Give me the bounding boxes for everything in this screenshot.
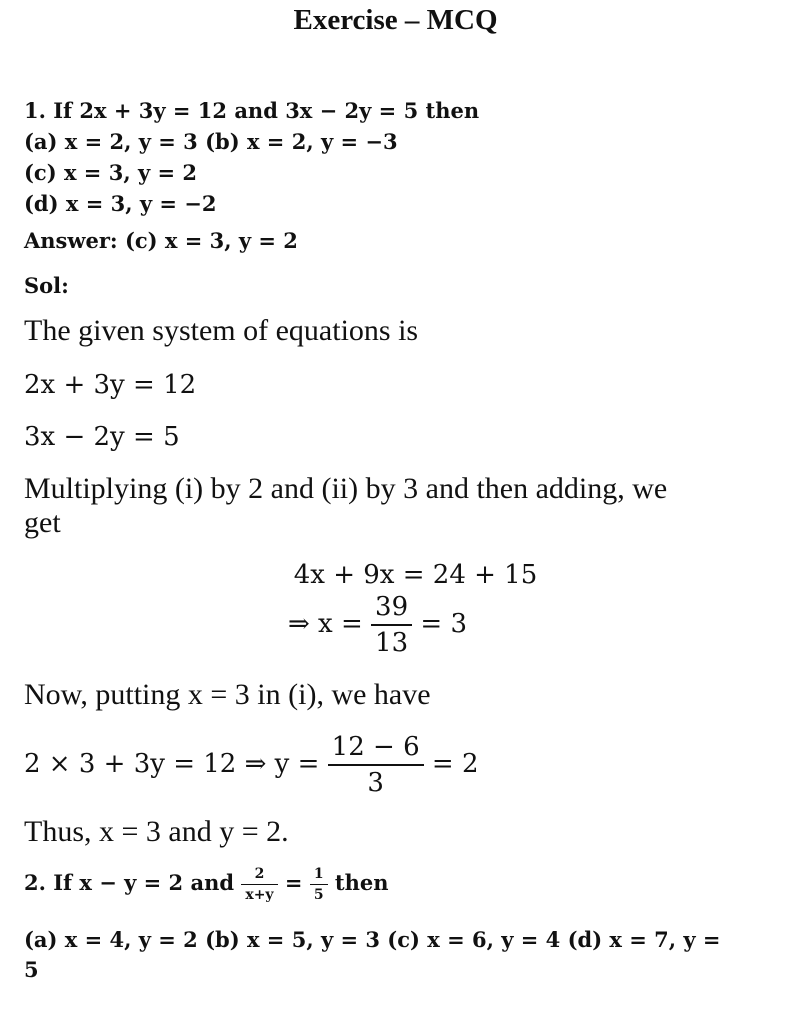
question-2-fraction-left [241,866,277,903]
question-1-option-d: (d) x = 3, y = −2 [24,191,217,216]
question-2-options-line-1: (a) x = 4, y = 2 (b) x = 5, y = 3 (c) x = 6, y = 4 (d) x = 7, y = [24,927,721,952]
question-2-equals: = [284,870,303,895]
equation-i: 2x + 3y = 12 [24,370,197,400]
solution-label: Sol: [24,273,69,298]
question-2-fraction-right-denominator: 5 [310,884,328,903]
x-fraction [371,592,412,658]
y-solution-prefix: 2 × 3 + 3y = 12 ⇒ y = [24,749,320,779]
page-title: Exercise – MCQ [293,4,498,36]
equation-ii: 3x − 2y = 5 [24,422,180,452]
question-1-options-a-b: (a) x = 2, y = 3 (b) x = 2, y = −3 [24,129,398,154]
y-solution-suffix: = 2 [431,749,479,779]
y-fraction [328,732,424,798]
question-2-suffix: then [334,870,389,895]
y-fraction-denominator: 3 [328,764,424,798]
question-1-option-c: (c) x = 3, y = 2 [24,160,197,185]
x-fraction-denominator: 13 [371,624,412,658]
question-2-fraction-right-numerator: 1 [313,866,324,882]
question-1-answer: Answer: (c) x = 3, y = 2 [24,228,298,253]
question-2-text [24,866,388,903]
question-1-text: 1. If 2x + 3y = 12 and 3x − 2y = 5 then [24,98,480,123]
solution-intro: The given system of equations is [24,314,419,347]
step-text-line-1: Multiplying (i) by 2 and (ii) by 3 and then adding, we [24,472,668,505]
x-solution [288,592,467,658]
x-solution-suffix: = 3 [420,609,467,639]
step-text-line-2: get [24,506,61,539]
question-2-fraction-right [310,866,328,903]
sum-equation: 4x + 9x = 24 + 15 [293,560,538,590]
question-2-fraction-left-denominator: x+y [241,884,277,903]
question-2-prefix: 2. If x − y = 2 and [24,870,235,895]
substitution-text: Now, putting x = 3 in (i), we have [24,678,431,711]
x-fraction-numerator: 39 [375,592,409,622]
question-2-fraction-left-numerator: 2 [254,866,265,882]
y-fraction-numerator: 12 − 6 [331,732,420,762]
x-solution-prefix: ⇒ x = [288,609,363,639]
question-2-options-line-2: 5 [24,957,39,982]
conclusion-text: Thus, x = 3 and y = 2. [24,815,289,848]
y-solution [24,732,478,798]
